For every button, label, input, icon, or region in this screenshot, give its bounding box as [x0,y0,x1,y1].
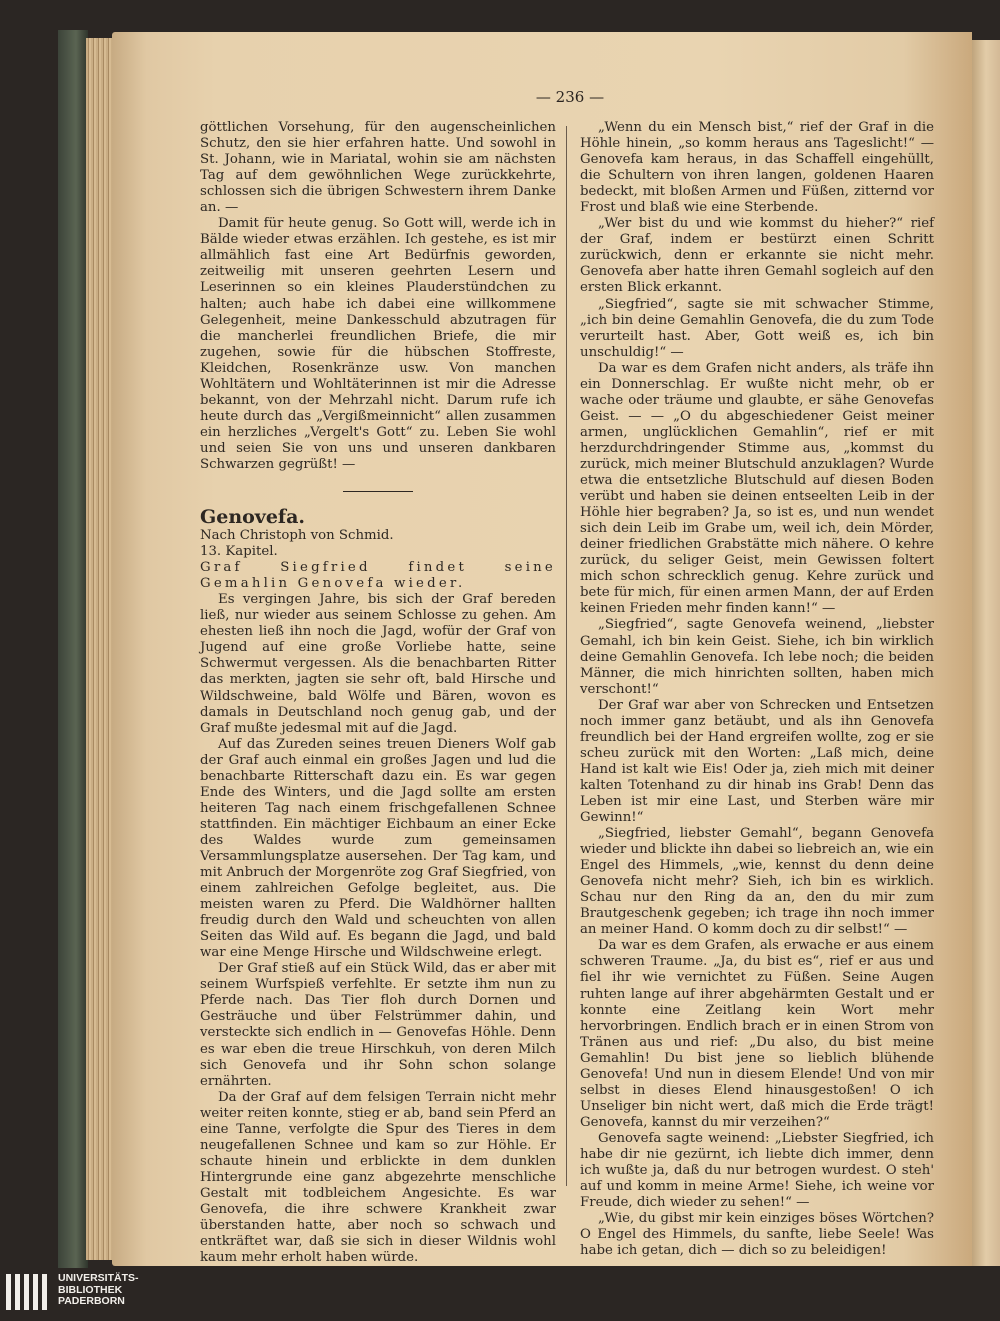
page-stack-edge [86,38,114,1260]
story-paragraph: „Wer bist du und wie kommst du hieher?“ rief der Graf, indem er bestürzt einen Schritt zurückwich, denn er erkannte sie nicht mehr. Genovefa aber hatte ihren Gemahl sogleich auf den ersten Blick erkannt. [580,216,934,296]
story-paragraph: Genovefa sagte weinend: „Liebster Siegfried, ich habe dir nie gezürnt, ich liebte dich immer, denn ich wußte ja, daß du nur betrogen wurdest. O steh' auf und komm in meine Arme! Siehe, ich weine vor Freude, dich wieder zu sehen!“ — [580,1130,934,1211]
column-divider [566,126,567,1186]
logo-line: PADERBORN [58,1295,125,1307]
logo-line: UNIVERSITÄTS- [58,1272,139,1284]
facing-page-edge [972,40,1000,1266]
story-paragraph: „Wie, du gibst mir kein einziges böses Wörtchen? O Engel des Himmels, du sanfte, liebe Seele! Was habe ich getan, dich — dich so zu beleidigen! [580,1211,934,1259]
story-paragraph: Es vergingen Jahre, bis sich der Graf bereden ließ, nur wieder aus seinem Schlosse zu gehen. Am ehesten ließ ihn noch die Jagd, wofür der Graf von Jugend auf eine große Vorliebe hatte, seine Schwermut vergessen. Als die benachbarten Ritter das merkten, jagten sie sehr oft, bald Hirsche und Wildschweine, bald Wölfe und Bären, wovon es damals in Deutschland noch genug gab, und der Graf mußte jedesmal mit auf die Jagd. [200,592,556,736]
library-logo [58,1273,178,1308]
story-paragraph: „Siegfried, liebster Gemahl“, begann Genovefa wieder und blickte ihn dabei so liebreich an, wie ein Engel des Himmels, „wie, kennst du denn deine Genovefa nicht mehr? Sieh, ich bin es wirklich. Schau nur den Ring da an, den du mir zum Brautgeschenk gegeben; ich trage ihn noch immer an meiner Hand. O komm doch zu dir selbst!“ — [580,826,934,938]
book-cover-edge [58,30,88,1268]
right-column [580,120,934,1259]
closing-paragraph: Damit für heute genug. So Gott will, werde ich in Bälde wieder etwas erzählen. Ich gestehe, es ist mir allmählich fast eine Art Bedürfnis geworden, zeitweilig mit unseren geehrten Lesern und Leserinnen so ein kleines Plauderstündchen zu halten; auch habe ich dabei eine willkommene Gelegenheit, meine Dankesschuld abzutragen für die mancherlei freundlichen Briefe, die mir zugehen, sowie für die hübschen Stoffreste, Kleidchen, Rosenkränze usw. Von manchen Wohltätern und Wohltäterinnen ist mir die Adresse bekannt, von der Mehrzahl nicht. Darum rufe ich heute durch das „Vergißmeinnicht“ allen zusammen ein herzliches „Vergelt's Gott“ zu. Leben Sie wohl und seien Sie von uns und unseren dankbaren Schwarzen gegrüßt! — [200,216,556,472]
chapter-title: Graf Siegfried findet seine Gemahlin Genovefa wieder. [200,560,556,592]
story-paragraph: Da war es dem Grafen nicht anders, als träfe ihn ein Donnerschlag. Er wußte nicht mehr, ob er wache oder träume und glaubte, er sähe Genovefas Geist. — — „O du abgeschiedener Geist meiner armen, unglücklichen Gemahlin“, rief er mit herzdurchdringender Stimme aus, „kommst du zurück, mich meiner Blutschuld anzuklagen? Wurde etwa die entsetzliche Blutschuld auf diesen Boden verübt und haben sie deinen entseelten Leib in der Höhle hier begraben? Ja, so ist es, und nun wendet sich dein Leib im Grabe um, weil ich, dein Mörder, deiner friedlichen Grabstätte mich nähere. O kehre zurück, du seliger Geist, mein Gewissen foltert mich schon schrecklich genug. Kehre zurück und bete für mich, für einen armen Mann, der auf Erden keinen Frieden mehr finden kann!“ — [580,360,934,617]
story-paragraph: Der Graf war aber von Schrecken und Entsetzen noch immer ganz betäubt, und als ihn Genovefa freundlich bei der Hand ergreifen wollte, zog er sie scheu zurück mit den Worten: „Laß mich, deine Hand ist kalt wie Eis! Oder ja, zieh mich mit deiner kalten Totenhand zu dir hinab ins Grab! Denn das Leben ist mir eine Last, und Sterben wäre mir Gewinn!“ [580,697,934,826]
story-paragraph: „Wenn du ein Mensch bist,“ rief der Graf in die Höhle hinein, „so komm heraus ans Tageslicht!“ — Genovefa kam heraus, in das Schaffell eingehüllt, die Schultern von ihren langen, goldenen Haaren bedeckt, mit bloßen Armen und Füßen, zitternd vor Frost und blaß wie eine Sterbende. [580,120,934,216]
story-title: Genovefa. [200,506,306,529]
story-paragraph: Da der Graf auf dem felsigen Terrain nicht mehr weiter reiten konnte, stieg er ab, band sein Pferd an eine Tanne, verfolgte die Spur des Tieres in dem neugefallenen Schnee und kam so zur Höhle. Er schaute hinein und erblickte in dem dunklen Hintergrunde eine ganz abgezehrte menschliche Gestalt mit todbleichem Angesichte. Es war Genovefa, die ihre schwere Krankheit zwar überstanden hatte, aber noch so schwach und entkräftet war, daß sie sich in dieser Wildnis wohl kaum mehr erholt haben würde. [200,1089,556,1266]
story-paragraph: „Siegfried“, sagte Genovefa weinend, „liebster Gemahl, ich bin kein Geist. Siehe, ich bin wirklich deine Gemahlin Genovefa. Ich lebe noch; die beiden Männer, die mich hinrichten sollten, haben mich verschont!“ [580,617,934,697]
story-paragraph: Auf das Zureden seines treuen Dieners Wolf gab der Graf auch einmal ein großes Jagen und lud die benachbarte Ritterschaft dazu ein. Es war gegen Ende des Winters, und die Jagd sollte am ersten heiteren Tag nach einem frischgefallenen Schnee stattfinden. Ein mächtiger Eichbaum an einer Ecke des Waldes wurde zum gemeinsamen Versammlungsplatze ausersehen. Der Tag kam, und mit Anbruch der Morgenröte zog Graf Siegfried, von einem zahlreichen Gefolge begleitet, aus. Die meisten waren zu Pferd. Die Waldhörner hallten freudig durch den Wald und scheuchten von allen Seiten das Wild auf. Es begann die Jagd, und bald war eine Menge Hirsche und Wildschweine erlegt. [200,736,556,961]
story-paragraph: Da war es dem Grafen, als erwache er aus einem schweren Traume. „Ja, du bist es“, rief er aus und fiel ihr wie vernichtet zu Füßen. Seine Augen ruhten lange auf ihrer abgehärmten Gestalt und er konnte eine Zeitlang kein Wort mehr hervorbringen. Endlich brach er in einen Strom von Tränen aus und rief: „Du also, du bist meine Gemahlin! Du bist jene so lieblich blühende Genovefa! Und nun in diesem Elende! Und von mir selbst in dieses Elend hinausgestoßen! O ich Unseliger bin nicht wert, daß mich die Erde trägt! Genovefa, kannst du mir verzeihen?“ [580,938,934,1130]
story-byline: Nach Christoph von Schmid. [200,528,394,544]
logo-line: BIBLIOTHEK [58,1283,123,1296]
chapter-number: 13. Kapitel. [200,544,278,560]
left-column [200,120,556,1266]
page-number: — 236 — [535,88,605,106]
story-paragraph: Der Graf stieß auf ein Stück Wild, das er aber mit seinem Wurfspieß verfehlte. Er setzte ihm nun zu Pferde nach. Das Tier floh durch Dornen und Gesträuche und über Felstrümmer dahin, und versteckte sich endlich in — Genovefas Höhle. Denn es war eben die treue Hirschkuh, von deren Milch sich Genovefa und ihr Sohn schon solange ernährten. [200,961,556,1089]
story-paragraph: „Siegfried“, sagte sie mit schwacher Stimme, „ich bin deine Gemahlin Genovefa, die du zum Tode verurteilt hast. Aber, Gott weiß es, ich bin unschuldig!“ — [580,296,934,360]
section-divider [343,491,413,492]
intro-paragraph: göttlichen Vorsehung, für den augenscheinlichen Schutz, den sie hier erfahren hatte. Und sowohl in St. Johann, wie in Mariatal, wohin sie am nächsten Tag auf dem gewöhnlichen Wege zurückkehrte, schlossen sich die übrigen Schwestern ihrem Danke an. — [200,120,556,216]
